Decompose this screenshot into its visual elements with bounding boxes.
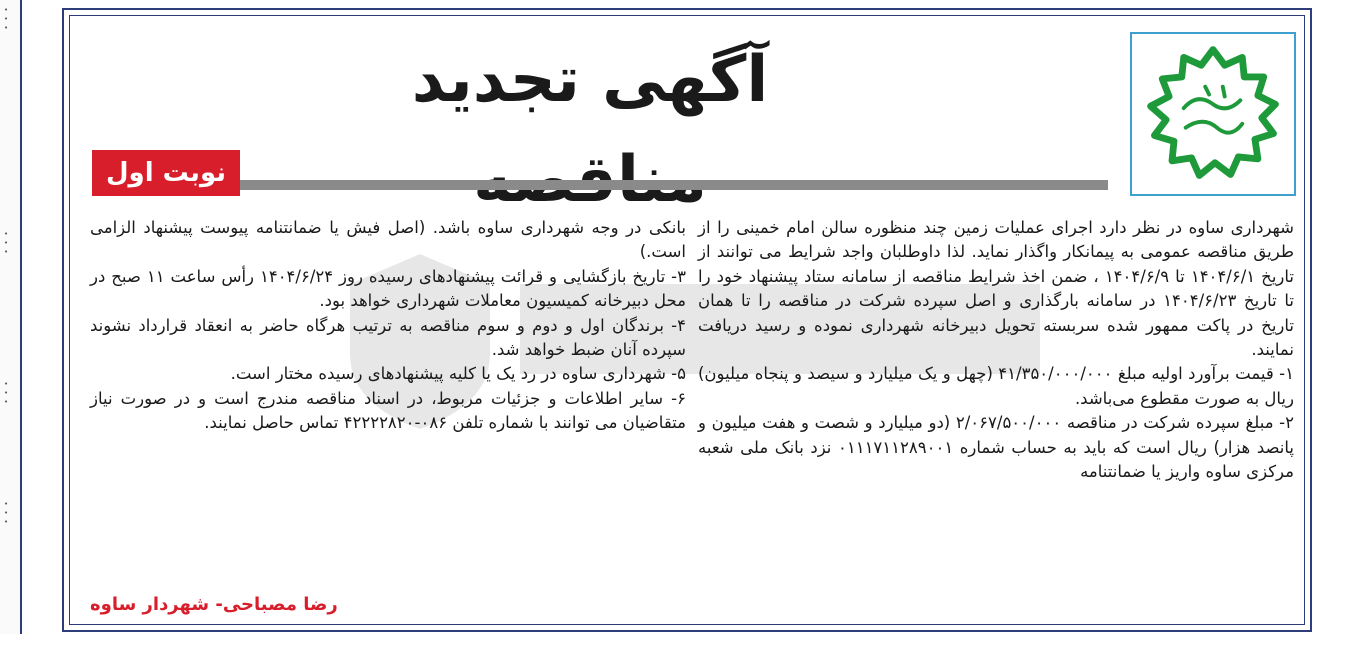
adjacent-page-strip <box>0 0 22 634</box>
strip-fragment: • • • <box>4 500 9 526</box>
municipality-emblem-icon <box>1132 34 1294 194</box>
strip-fragment: • • • <box>4 6 9 32</box>
strip-fragment: • • • <box>4 230 9 256</box>
notice-body-right-column <box>698 216 1294 484</box>
paragraph-item-4: ۴- برندگان اول و دوم و سوم مناقصه به ترتیب هرگاه حاضر به انعقاد قرارداد نشوند سپرده آنان ضبط خواهد شد. <box>90 315 686 360</box>
paragraph-item-1: ۱- قیمت برآورد اولیه مبلغ ۴۱/۳۵۰/۰۰۰/۰۰۰ (چهل و یک میلیارد و سیصد و پنجاه میلیون) ریال به صورت مقطوع می‌باشد. <box>698 364 1294 408</box>
notice-title: آگهی تجدید <box>411 43 769 117</box>
notice-body-left-column <box>90 216 686 436</box>
signature: رضا مصباحی- شهردار ساوه <box>90 594 338 615</box>
paragraph-item-6: ۶- سایر اطلاعات و جزئیات مربوط، در اسناد مناقصه مندرج است و در صورت نیاز متقاضیان می توانند با شماره تلفن ۰۸۶-۴۲۲۲۲۸۲۰ تماس حاصل نمایند. <box>90 388 686 433</box>
round-badge: نوبت اول <box>92 150 240 196</box>
paragraph-item-3: ۳- تاریخ بازگشایی و قرائت پیشنهادهای رسیده روز ۱۴۰۴/۶/۲۴ رأس ساعت ۱۱ صبح در محل دبیرخانه کمیسیون معاملات شهرداری خواهد بود. <box>90 266 687 311</box>
paragraph-continuation: بانکی در وجه شهرداری ساوه باشد. (اصل فیش یا ضمانتنامه پیوست پیشنهاد الزامی است.) <box>90 218 686 262</box>
strip-fragment: • • • <box>4 380 9 406</box>
paragraph-item-2: ۲- مبلغ سپرده شرکت در مناقصه ۲/۰۶۷/۵۰۰/۰۰۰ (دو میلیارد و شصت و هفت میلیون و پانصد هزار) ریال است که باید به حساب شماره ۰۱۱۱۷۱۱۲۸۹۰۰۱ نزد بانک ملی شعبه مرکزی ساوه واریز یا ضمانتنامه <box>698 413 1295 482</box>
paragraph-intro: شهرداری ساوه در نظر دارد اجرای عملیات زمین چند منظوره سالن امام خمینی را از طریق مناقصه عمومی به پیمانکار واگذار نماید. لذا داوطلبان واجد شرایط می توانند از تاریخ ۱۴۰۴/۶/۱ تا ۱۴۰۴/۶/۹ ، ضمن اخذ شرایط مناقصه از سامانه ستاد پیشنهاد خود را تا تاریخ ۱۴۰۴/۶/۲۳ در سامانه بارگذاری و اصل سپرده شرکت در مناقصه را تا همان تاریخ در پاکت ممهور شده سربسته تحویل دبیرخانه شهرداری نموده و رسید دریافت نمایند. <box>698 218 1295 360</box>
notice-inner-frame <box>69 15 1305 625</box>
notice-frame <box>62 8 1312 632</box>
logo-box <box>1130 32 1296 196</box>
header-divider-bar <box>240 180 1108 190</box>
paragraph-item-5: ۵- شهرداری ساوه در رد یک یا کلیه پیشنهادهای رسیده مختار است. <box>230 364 686 384</box>
